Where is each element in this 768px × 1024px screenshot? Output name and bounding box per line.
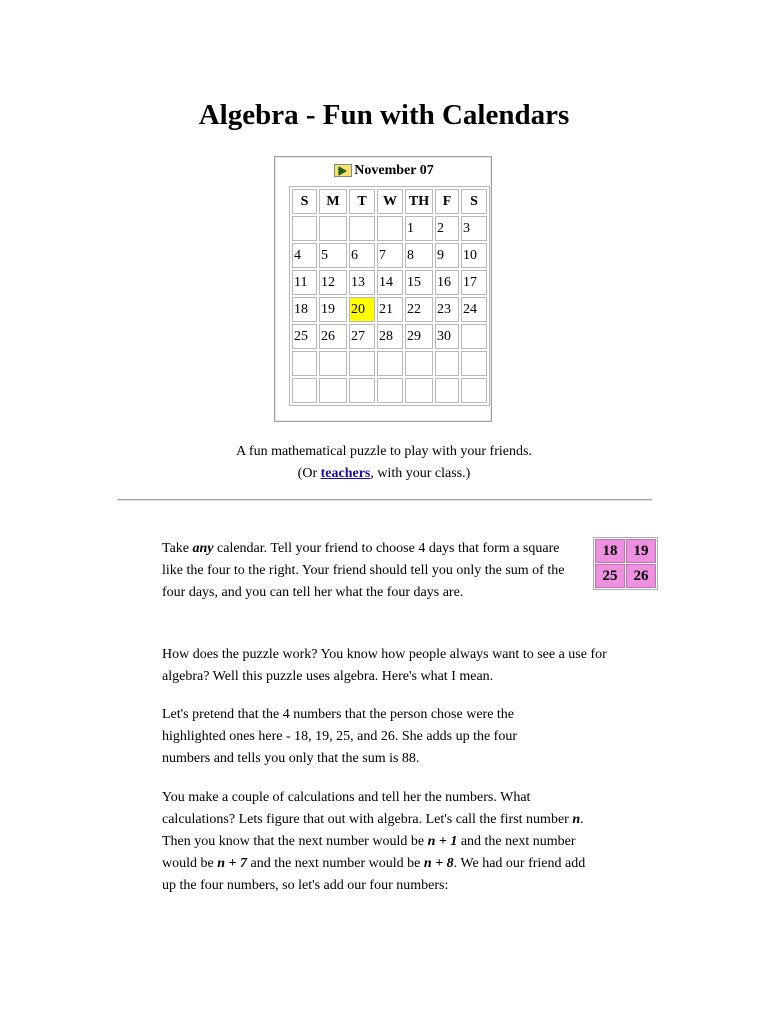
intro-line-2-suffix: , with your class.) [370, 466, 471, 481]
calendar-day-cell[interactable]: 5 [319, 243, 347, 268]
example-square-cell: 25 [595, 564, 625, 588]
example-square [593, 537, 658, 590]
calendar-day-cell[interactable]: 15 [405, 270, 433, 295]
calendar-empty-cell [435, 351, 459, 376]
calendar-week-row [292, 243, 487, 268]
calendar-day-cell[interactable]: 13 [349, 270, 375, 295]
p4-text-2: . Then you know that the next number would be [162, 812, 584, 849]
example-square-cell: 19 [626, 539, 656, 563]
paragraph-example: Let's pretend that the 4 numbers that the person chose were the highlighted ones here - 18, 19, 25, and 26. She adds up the four numbers and tells you only that the sum is 88. [162, 707, 517, 766]
calendar-widget [274, 156, 492, 422]
paragraph-algebra [162, 787, 602, 897]
calendar-month-label: November 07 [354, 163, 434, 178]
calendar-empty-cell [435, 378, 459, 403]
calendar-empty-cell [319, 216, 347, 241]
calendar-day-cell[interactable]: 19 [319, 297, 347, 322]
p4-expr-n-plus-8: n + 8 [423, 856, 454, 871]
weekday-label: S [292, 189, 317, 214]
weekday-row [292, 189, 487, 214]
section-divider [117, 499, 652, 501]
calendar-day-cell[interactable]: 7 [377, 243, 403, 268]
calendar-grid [289, 186, 490, 406]
calendar-empty-cell [292, 216, 317, 241]
calendar-day-cell[interactable]: 11 [292, 270, 317, 295]
p4-text-1: You make a couple of calculations and tell her the numbers. What calculations? Lets figure that out with algebra. Let's call the first number [162, 790, 573, 827]
calendar-day-cell[interactable]: 2 [435, 216, 459, 241]
intro-text [0, 441, 768, 485]
calendar-day-cell[interactable]: 3 [461, 216, 487, 241]
weekday-label: T [349, 189, 375, 214]
calendar-day-cell[interactable]: 29 [405, 324, 433, 349]
example-square-row [595, 539, 656, 563]
calendar-day-cell[interactable]: 9 [435, 243, 459, 268]
p4-text-5: . We had our friend add up the four numbers, so let's add our four numbers: [162, 856, 586, 893]
calendar-week-row [292, 324, 487, 349]
intro-line-2-prefix: (Or [297, 466, 321, 481]
intro-line-1: A fun mathematical puzzle to play with your friends. [236, 444, 532, 459]
p4-expr-n: n [572, 812, 581, 827]
calendar-header [275, 163, 493, 179]
calendar-day-cell[interactable]: 23 [435, 297, 459, 322]
calendar-week-row [292, 351, 487, 376]
calendar-week-row [292, 297, 487, 322]
calendar-empty-cell [405, 351, 433, 376]
calendar-empty-cell [377, 351, 403, 376]
calendar-week-row [292, 216, 487, 241]
calendar-day-cell[interactable]: 20 [349, 297, 375, 322]
calendar-day-cell[interactable]: 24 [461, 297, 487, 322]
calendar-empty-cell [461, 378, 487, 403]
calendar-day-cell[interactable]: 17 [461, 270, 487, 295]
calendar-day-cell[interactable]: 25 [292, 324, 317, 349]
calendar-empty-cell [461, 324, 487, 349]
example-square-cell: 18 [595, 539, 625, 563]
calendar-empty-cell [319, 378, 347, 403]
p4-text-3: and the next number would be [162, 834, 576, 871]
paragraph-puzzle-intro [162, 538, 567, 604]
p1-post: calendar. Tell your friend to choose 4 days that form a square like the four to the right. Your friend should tell you only the sum of the four days, and you can tell her what the four days are. [162, 541, 565, 600]
calendar-arrow-icon[interactable] [334, 164, 352, 177]
example-square-row [595, 564, 656, 588]
calendar-day-cell[interactable]: 10 [461, 243, 487, 268]
calendar-empty-cell [349, 351, 375, 376]
calendar-day-cell[interactable]: 12 [319, 270, 347, 295]
weekday-label: S [461, 189, 487, 214]
calendar-empty-cell [461, 351, 487, 376]
calendar-empty-cell [377, 216, 403, 241]
page-title: Algebra - Fun with Calendars [198, 99, 570, 131]
weekday-label: TH [405, 189, 433, 214]
teachers-link[interactable]: teachers [320, 466, 371, 481]
calendar-week-row [292, 378, 487, 403]
calendar-day-cell[interactable]: 30 [435, 324, 459, 349]
calendar-day-cell[interactable]: 21 [377, 297, 403, 322]
calendar-day-cell[interactable]: 16 [435, 270, 459, 295]
calendar-empty-cell [349, 378, 375, 403]
weekday-label: F [435, 189, 459, 214]
calendar-day-cell[interactable]: 27 [349, 324, 375, 349]
calendar-empty-cell [377, 378, 403, 403]
calendar-day-cell[interactable]: 4 [292, 243, 317, 268]
paragraph-how-it-works: How does the puzzle work? You know how people always want to see a use for algebra? Well this puzzle uses algebra. Here's what I mean. [162, 647, 607, 684]
calendar-day-cell[interactable]: 8 [405, 243, 433, 268]
p4-expr-n-plus-7: n + 7 [217, 856, 247, 871]
example-square-cell: 26 [626, 564, 656, 588]
p4-text-4: and the next number would be [246, 856, 424, 871]
weekday-label: M [319, 189, 347, 214]
p4-expr-n-plus-1: n + 1 [427, 834, 458, 849]
calendar-empty-cell [349, 216, 375, 241]
calendar-week-row [292, 270, 487, 295]
calendar-empty-cell [319, 351, 347, 376]
intro-line-2 [0, 463, 768, 485]
calendar-day-cell[interactable]: 14 [377, 270, 403, 295]
p1-pre: Take [162, 541, 193, 556]
calendar-day-cell[interactable]: 1 [405, 216, 433, 241]
calendar-days [292, 216, 487, 403]
weekday-label: W [377, 189, 403, 214]
calendar-day-cell[interactable]: 28 [377, 324, 403, 349]
calendar-empty-cell [292, 378, 317, 403]
calendar-day-cell[interactable]: 22 [405, 297, 433, 322]
calendar-empty-cell [292, 351, 317, 376]
calendar-empty-cell [405, 378, 433, 403]
calendar-day-cell[interactable]: 6 [349, 243, 375, 268]
p1-emphasis: any [192, 541, 214, 556]
calendar-day-cell[interactable]: 26 [319, 324, 347, 349]
calendar-day-cell[interactable]: 18 [292, 297, 317, 322]
